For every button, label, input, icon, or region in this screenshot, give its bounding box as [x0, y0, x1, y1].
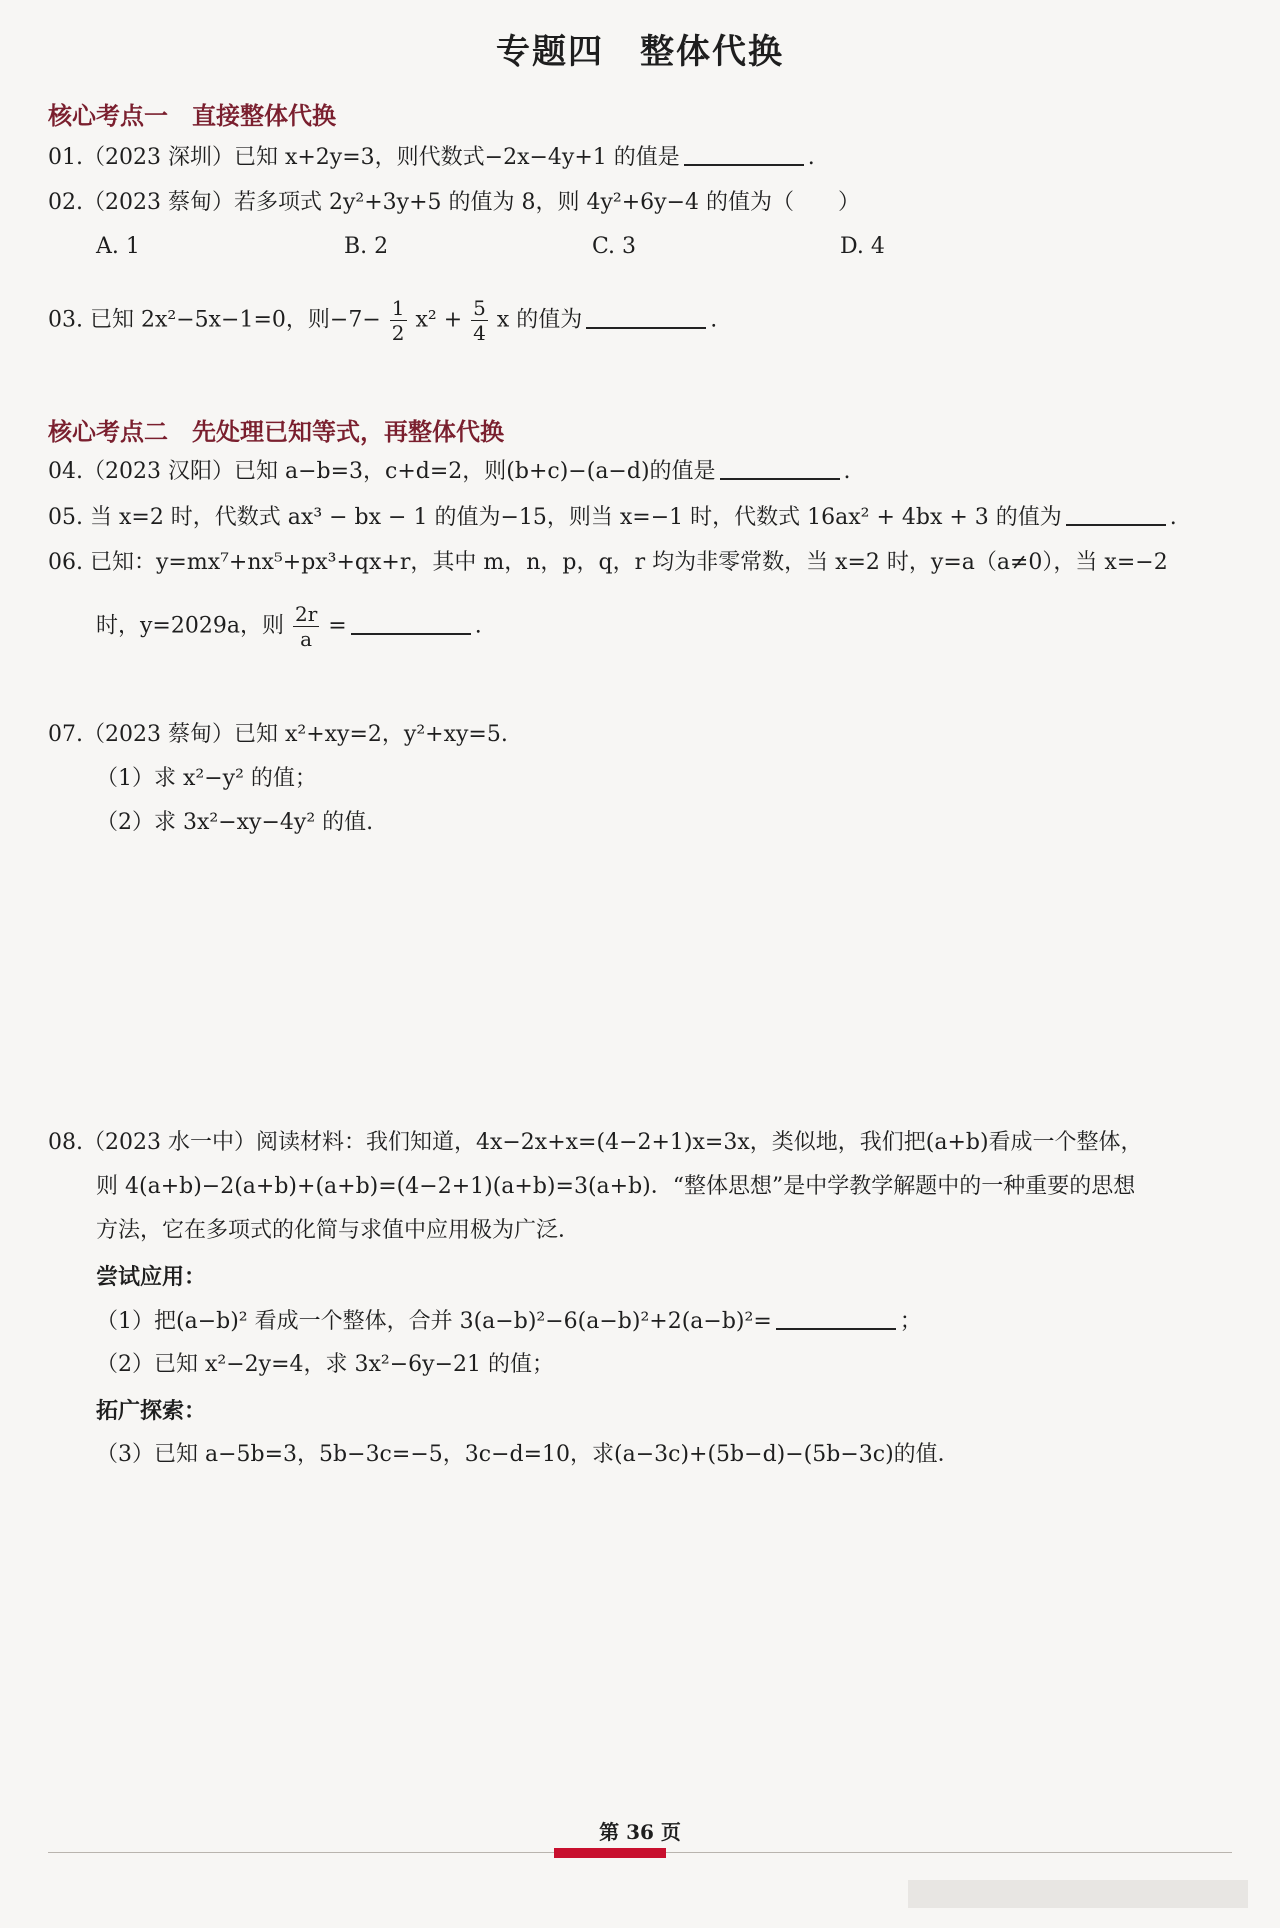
- choice-a: A. 1: [96, 234, 140, 259]
- section-heading-1: 核心考点一 直接整体代换: [48, 102, 336, 130]
- period: .: [710, 307, 718, 333]
- question-05: [48, 502, 1177, 533]
- equals-sign: =: [328, 613, 347, 639]
- answer-blank: [776, 1306, 896, 1330]
- question-05-text: 05. 当 x=2 时，代数式 ax³ − bx − 1 的值为−15，则当 x=−1 时，代数式 16ax² + 4bx + 3 的值为: [48, 505, 1062, 530]
- question-08-line1: 08.（2023 水一中）阅读材料：我们知道，4x−2x+x=(4−2+1)x=3x，类似地，我们把(a+b)看成一个整体，: [48, 1130, 1143, 1155]
- subheading-try: 尝试应用：: [96, 1264, 207, 1290]
- question-08-part-3: （3）已知 a−5b=3，5b−3c=−5，3c−d=10，求(a−3c)+(5b−d)−(5b−3c)的值．: [96, 1442, 960, 1467]
- answer-blank: [1066, 502, 1166, 526]
- page-number: 第 36 页: [599, 1820, 681, 1844]
- fraction-five-quarters: [471, 296, 488, 345]
- denominator: a: [300, 627, 313, 651]
- period: .: [843, 459, 851, 484]
- question-01: [48, 142, 815, 173]
- answer-blank: [684, 142, 804, 166]
- question-06-line1: 06. 已知：y=mx⁷+nx⁵+px³+qx+r，其中 m，n，p，q，r 均为非零常数，当 x=2 时，y=a（a≠0），当 x=−2: [48, 550, 1168, 575]
- question-08-line3: 方法，它在多项式的化简与求值中应用极为广泛．: [96, 1218, 581, 1243]
- period: .: [1169, 505, 1177, 530]
- answer-blank: [720, 456, 840, 480]
- question-08-part-1-text: （1）把(a−b)² 看成一个整体，合并 3(a−b)²−6(a−b)²+2(a−b)²=: [96, 1309, 772, 1334]
- question-07-part-2: （2）求 3x²−xy−4y² 的值.: [96, 810, 374, 835]
- numerator: 5: [473, 296, 486, 320]
- page-title: 专题四 整体代换: [496, 32, 784, 72]
- fraction-2r-over-a: [293, 602, 319, 651]
- question-08-part-2: （2）已知 x²−2y=4，求 3x²−6y−21 的值；: [96, 1352, 555, 1377]
- denominator: 4: [473, 321, 486, 345]
- answer-blank: [586, 305, 706, 329]
- question-07-part-1: （1）求 x²−y² 的值；: [96, 766, 317, 791]
- question-08-line2: 则 4(a+b)−2(a+b)+(a+b)=(4−2+1)(a+b)=3(a+b)．“整体思想”是中学教学解题中的一种重要的思想: [96, 1174, 1136, 1199]
- question-08-part-1: [96, 1306, 922, 1337]
- period: .: [807, 145, 815, 170]
- question-02: 02.（2023 蔡甸）若多项式 2y²+3y+5 的值为 8，则 4y²+6y−4 的值为（ ）: [48, 190, 861, 215]
- question-07: 07.（2023 蔡甸）已知 x²+xy=2，y²+xy=5.: [48, 722, 508, 747]
- footer-accent-bar: [554, 1848, 666, 1858]
- question-04-text: 04.（2023 汉阳）已知 a−b=3，c+d=2，则(b+c)−(a−d)的值是: [48, 459, 716, 484]
- question-06-text: 时，y=2029a，则: [96, 613, 284, 639]
- numerator: 1: [391, 296, 405, 320]
- choice-c: C. 3: [592, 234, 637, 259]
- answer-blank: [351, 611, 471, 635]
- question-01-text: 01.（2023 深圳）已知 x+2y=3，则代数式−2x−4y+1 的值是: [48, 145, 680, 170]
- denominator: 2: [391, 321, 405, 345]
- question-03-text: 03. 已知 2x²−5x−1=0，则−7−: [48, 307, 381, 333]
- question-03-text: x² +: [415, 307, 463, 333]
- fraction-one-half: [390, 296, 407, 345]
- numerator: 2r: [294, 602, 318, 626]
- subheading-extend: 拓广探索：: [96, 1398, 207, 1424]
- semicolon: ；: [899, 1309, 922, 1334]
- question-03-text: x 的值为: [496, 307, 583, 333]
- question-06-line2: [96, 602, 482, 651]
- section-heading-2: 核心考点二 先处理已知等式，再整体代换: [48, 418, 504, 446]
- question-04: [48, 456, 851, 487]
- question-03: [48, 296, 717, 345]
- choice-b: B. 2: [344, 234, 389, 259]
- choice-d: D. 4: [840, 234, 885, 259]
- period: .: [474, 613, 482, 639]
- footer-strip: [908, 1880, 1248, 1908]
